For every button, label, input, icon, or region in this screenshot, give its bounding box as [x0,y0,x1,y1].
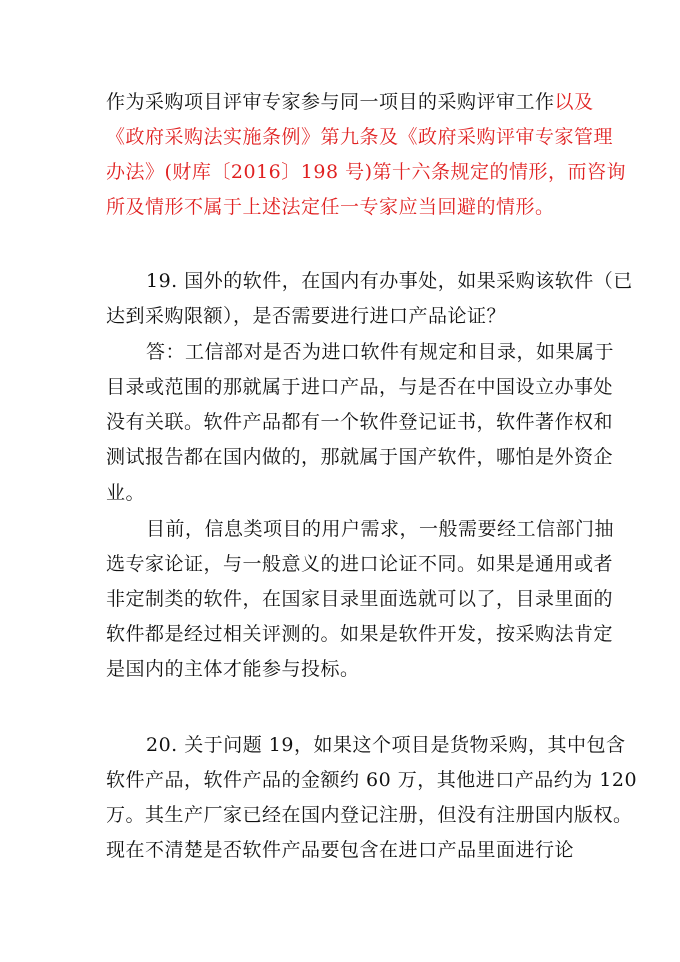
q20-line-3: 万。其生产厂家已经在国内登记注册，但没有注册国内版权。 [106,804,633,826]
block1-line-4: 所及情形不属于上述法定任一专家应当回避的情形。 [106,196,555,218]
q19-answer-line-4: 测试报告都在国内做的，那就属于国产软件，哪怕是外资企 [106,446,614,468]
block1-line-2: 《政府采购法实施条例》第九条及《政府采购评审专家管理 [106,126,614,148]
block1-line-1-red: 以及 [554,91,594,113]
block1-line-1 [106,89,594,115]
q19-para2-line-5: 是国内的主体才能参与投标。 [106,658,360,680]
q19-answer-line-1: 答：工信部对是否为进口软件有规定和目录，如果属于 [146,341,615,363]
block1-line-3: 办法》(财库〔2016〕198 号)第十六条规定的情形，而咨询 [106,161,626,183]
q19-answer-line-5: 业。 [106,482,146,504]
q19-answer-line-3: 没有关联。软件产品都有一个软件登记证书，软件著作权和 [106,411,614,433]
q19-answer-line-2: 目录或范围的那就属于进口产品，与是否在中国设立办事处 [106,376,614,398]
q20-line-4: 现在不清楚是否软件产品要包含在进口产品里面进行论 [106,839,575,861]
block1-line-1-black: 作为采购项目评审专家参与同一项目的采购评审工作 [106,91,555,113]
q19-para2-line-1: 目前，信息类项目的用户需求，一般需要经工信部门抽 [146,518,615,540]
q19-para2-line-3: 非定制类的软件，在国家目录里面选就可以了，目录里面的 [106,588,614,610]
q19-question-line-2: 达到采购限额），是否需要进行进口产品论证？ [106,305,507,327]
q20-line-2: 软件产品，软件产品的金额约 60 万，其他进口产品约为 120 [106,769,638,791]
q19-para2-line-4: 软件都是经过相关评测的。如果是软件开发，按采购法肯定 [106,623,614,645]
q19-para2-line-2: 选专家论证，与一般意义的进口论证不同。如果是通用或者 [106,553,614,575]
q20-line-1: 20. 关于问题 19，如果这个项目是货物采购，其中包含 [146,734,626,756]
q19-question-line-1: 19. 国外的软件，在国内有办事处，如果采购该软件（已 [146,270,633,292]
